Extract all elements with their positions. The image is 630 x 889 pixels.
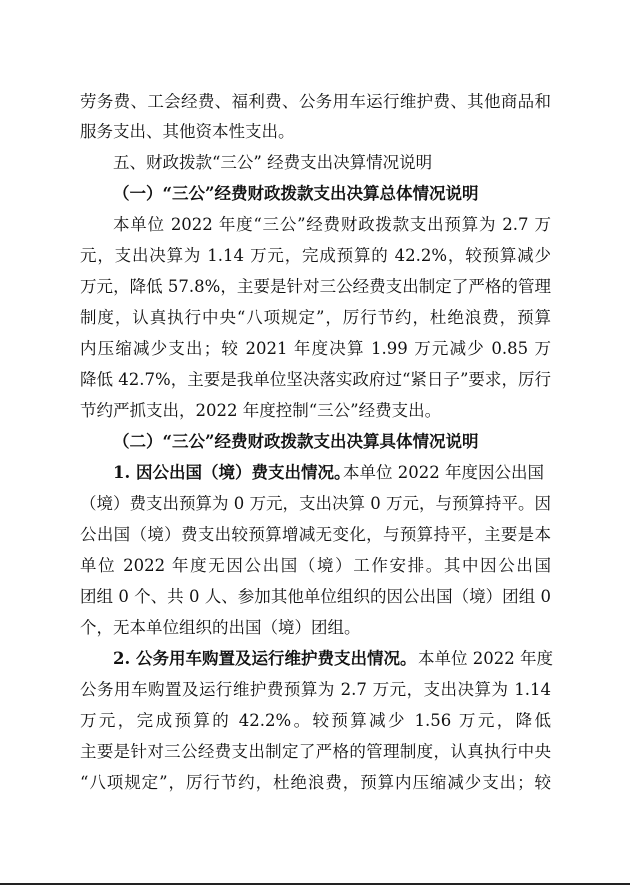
body-line: 服务支出、其他资本性支出。 bbox=[80, 122, 295, 141]
body-line: 团组 0 个、共 0 人、参加其他单位组织的因公出国（境）团组 0 bbox=[80, 587, 551, 606]
body-line: 万元，完成预算的 42.2%。较预算减少 1.56 万元，降低 bbox=[80, 711, 551, 730]
body-line: 降低 42.7%，主要是我单位坚决落实政府过“紧日子”要求，厉行 bbox=[80, 370, 551, 389]
item-title: 1. 因公出国（境）费支出情况。 bbox=[113, 463, 351, 482]
body-line: 劳务费、工会经费、福利费、公务用车运行维护费、其他商品和 bbox=[80, 92, 551, 111]
section-heading: 五、财政拨款“三公” 经费支出决算情况说明 bbox=[113, 153, 433, 172]
subsection-heading: （一）“三公”经费财政拨款支出决算总体情况说明 bbox=[113, 184, 479, 203]
body-line: 元，支出决算为 1.14 万元，完成预算的 42.2%，较预算减少 bbox=[80, 246, 551, 265]
body-line: 个，无本单位组织的出国（境）团组。 bbox=[80, 618, 361, 637]
page-bottom-edge bbox=[0, 883, 630, 885]
body-line: （境）费支出预算为 0 万元，支出决算 0 万元，与预算持平。因 bbox=[80, 494, 551, 513]
body-line: 2. 公务用车购置及运行维护费支出情况。 本单位 2022 年度 bbox=[0, 646, 630, 672]
body-line: “八项规定”，厉行节约，杜绝浪费，预算内压缩减少支出；较 bbox=[80, 773, 551, 792]
body-line: 节约严抓支出，2022 年度控制“三公”经费支出。 bbox=[80, 401, 442, 420]
subsection-heading: （二）“三公”经费财政拨款支出决算具体情况说明 bbox=[113, 432, 479, 451]
body-line: 万元，降低 57.8%，主要是针对三公经费支出制定了严格的管理 bbox=[80, 277, 551, 296]
body-line: 单位 2022 年度无因公出国（境）工作安排。其中因公出国 bbox=[80, 556, 551, 575]
body-line: 公务用车购置及运行维护费预算为 2.7 万元，支出决算为 1.14 bbox=[80, 680, 551, 699]
body-line: 主要是针对三公经费支出制定了严格的管理制度，认真执行中央 bbox=[80, 742, 551, 761]
item-title: 2. 公务用车购置及运行维护费支出情况。 bbox=[113, 649, 417, 668]
body-line: 本单位 2022 年度“三公”经费财政拨款支出预算为 2.7 万 bbox=[113, 215, 551, 234]
body-line: 1. 因公出国（境）费支出情况。 本单位 2022 年度因公出国 bbox=[0, 460, 630, 486]
body-line: 内压缩减少支出；较 2021 年度决算 1.99 万元减少 0.85 万 bbox=[80, 339, 551, 358]
body-line: 制度，认真执行中央“八项规定”，厉行节约，杜绝浪费，预算 bbox=[80, 308, 551, 327]
body-line: 公出国（境）费支出较预算增减无变化，与预算持平，主要是本 bbox=[80, 525, 551, 544]
